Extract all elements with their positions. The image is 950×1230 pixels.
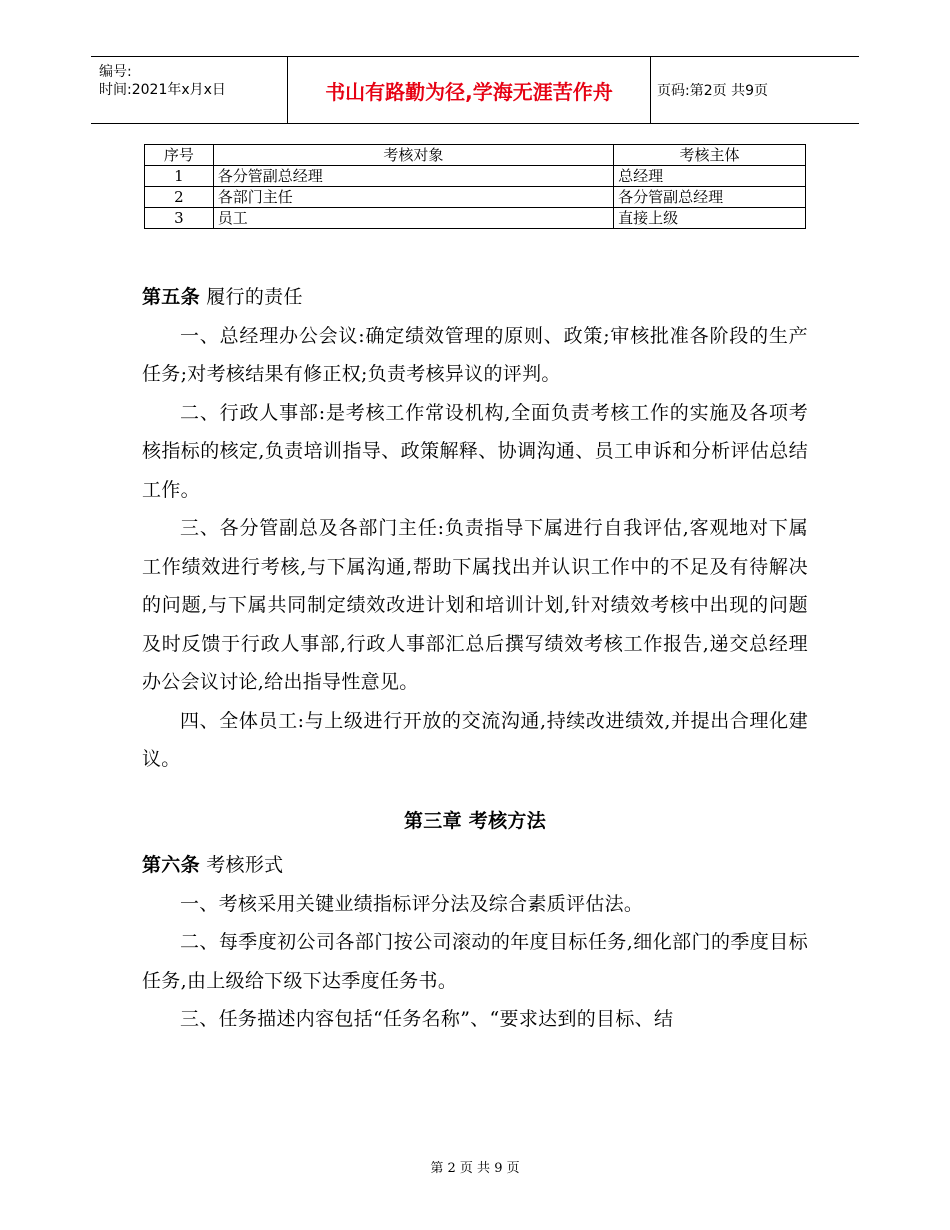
assessment-table [144, 144, 806, 229]
table-cell: 各分管副总经理 [614, 187, 806, 208]
table-header-row [145, 145, 806, 166]
paragraph: 四、全体员工:与上级进行开放的交流沟通,持续改进绩效,并提出合理化建议。 [142, 709, 808, 770]
table-cell: 各分管副总经理 [213, 166, 613, 187]
article-6-number: 第六条 [142, 854, 200, 876]
doc-time-label: 时间:2021年x月x日 [99, 82, 226, 98]
header-motto: 书山有路勤为径,学海无涯苦作舟 [325, 79, 613, 104]
table-cell: 3 [145, 208, 214, 229]
table-row [145, 166, 806, 187]
table-cell: 总经理 [614, 166, 806, 187]
header-motto-cell [287, 57, 651, 123]
paragraph: 三、各分管副总及各部门主任:负责指导下属进行自我评估,客观地对下属工作绩效进行考核,与下属沟通,帮助下属找出并认识工作中的不足及有待解决的问题,与下属共同制定绩效改进计划和培训计划,针对绩效考核中出现的问题及时反馈于行政人事部,行政人事部汇总后撰写绩效考核工作报告,递交总经理办公会议讨论,给出指导性意见。 [142, 517, 808, 693]
table-cell: 各部门主任 [213, 187, 613, 208]
article-5-title: 履行的责任 [199, 286, 303, 308]
doc-number-label: 编号: [99, 64, 132, 80]
paragraph: 三、任务描述内容包括“任务名称”、“要求达到的目标、结 [180, 1008, 674, 1030]
table-cell: 直接上级 [614, 208, 806, 229]
table-row [145, 187, 806, 208]
article-5-number: 第五条 [142, 286, 200, 308]
article-6-heading [142, 846, 808, 885]
article-5-heading [142, 278, 808, 317]
table-header-cell: 考核主体 [614, 145, 806, 166]
document-body [142, 278, 808, 1039]
page-header [91, 56, 859, 124]
paragraph: 一、考核采用关键业绩指标评分法及综合素质评估法。 [180, 892, 644, 915]
paragraph: 二、每季度初公司各部门按公司滚动的年度目标任务,细化部门的季度目标任务,由上级给下级下达季度任务书。 [142, 931, 808, 992]
table-header-cell: 考核对象 [213, 145, 613, 166]
table-cell: 员工 [213, 208, 613, 229]
page-footer: 第 2 页 共 9 页 [430, 1161, 520, 1176]
table-header-cell: 序号 [145, 145, 214, 166]
table-cell: 1 [145, 166, 214, 187]
article-6-title: 考核形式 [199, 854, 284, 876]
paragraph: 一、总经理办公会议:确定绩效管理的原则、政策;审核批准各阶段的生产任务;对考核结果有修正权;负责考核异议的评判。 [142, 324, 808, 385]
table-row [145, 208, 806, 229]
chapter-title: 第三章 考核方法 [403, 809, 546, 832]
paragraph: 二、行政人事部:是考核工作常设机构,全面负责考核工作的实施及各项考核指标的核定,负责培训指导、政策解释、协调沟通、员工申诉和分析评估总结工作。 [142, 401, 808, 501]
header-meta [99, 63, 289, 99]
table-cell: 2 [145, 187, 214, 208]
header-page-info: 页码:第2页 共9页 [657, 83, 768, 99]
